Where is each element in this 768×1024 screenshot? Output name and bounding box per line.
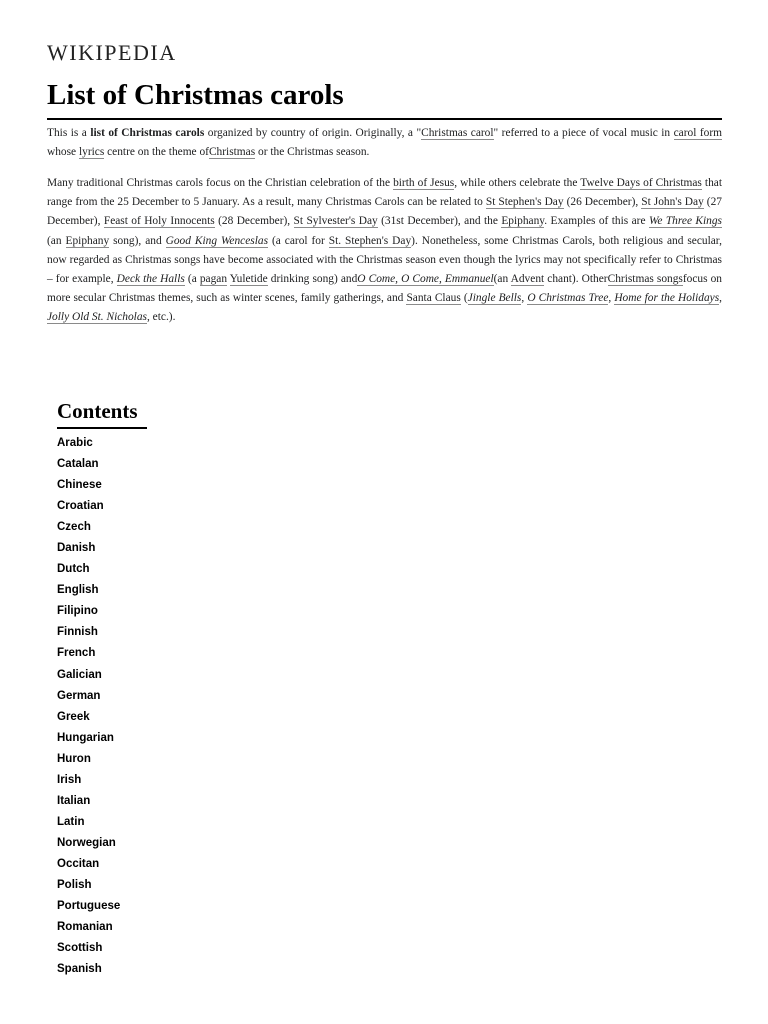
- text: (26 December),: [563, 196, 642, 209]
- link-st-johns-day[interactable]: St John's Day: [641, 196, 704, 209]
- link-epiphany[interactable]: Epiphany: [501, 215, 545, 228]
- text: centre on the theme of: [104, 146, 209, 159]
- link-christmas-carol[interactable]: Christmas carol: [421, 127, 494, 139]
- text: ). Nonetheless, some Christmas Carols, both religious and secular, now regarded as Christmas songs have become associated with the Christmas season even though the lyrics may not specifically refer to Christmas – for example,: [47, 234, 722, 286]
- text: (31st December), and the: [377, 215, 502, 228]
- toc-item[interactable]: Dutch: [57, 563, 90, 576]
- toc-item[interactable]: Hungarian: [57, 731, 114, 744]
- toc-item[interactable]: Galician: [57, 668, 102, 681]
- link-pagan[interactable]: pagan: [199, 273, 228, 286]
- text: chant). Other: [544, 273, 608, 286]
- text: song), and: [109, 234, 166, 247]
- text: (a: [184, 273, 200, 286]
- link-christmas[interactable]: Christmas: [208, 146, 256, 159]
- toc-item[interactable]: Irish: [57, 773, 82, 786]
- toc-item[interactable]: Czech: [57, 521, 91, 534]
- toc-item[interactable]: Romanian: [57, 921, 113, 934]
- toc-item[interactable]: Norwegian: [57, 836, 116, 849]
- toc-item[interactable]: Chinese: [57, 479, 102, 492]
- toc-item[interactable]: Latin: [57, 815, 85, 828]
- text: drinking song) and: [267, 273, 358, 286]
- link-home-for-holidays[interactable]: Home for the Holidays: [614, 292, 720, 305]
- link-st-stephens-day-2[interactable]: St. Stephen's Day: [328, 234, 412, 247]
- text: whose: [47, 146, 79, 159]
- text: (: [460, 292, 468, 305]
- text: This is a: [47, 127, 91, 139]
- text: that range from the 25 December to 5 January. As a result, many Christmas Carols can be related to: [47, 177, 723, 209]
- text: ,: [719, 292, 722, 305]
- toc-item[interactable]: Polish: [57, 878, 92, 891]
- page-title: List of Christmas carols: [47, 76, 722, 120]
- link-twelve-days[interactable]: Twelve Days of Christmas: [580, 177, 702, 189]
- text: " referred to a piece of vocal music in: [493, 127, 674, 139]
- link-deck-the-halls[interactable]: Deck the Halls: [116, 273, 185, 286]
- text: Many traditional Christmas carols focus on the Christian celebration of the: [47, 177, 394, 189]
- text: (an: [47, 234, 66, 247]
- toc-item[interactable]: Catalan: [57, 458, 99, 471]
- link-o-come-emmanuel[interactable]: O Come, O Come, Emmanuel: [357, 273, 494, 286]
- toc-item[interactable]: Italian: [57, 794, 91, 807]
- link-christmas-songs[interactable]: Christmas songs: [607, 273, 683, 286]
- toc-item[interactable]: Finnish: [57, 626, 98, 639]
- link-lyrics[interactable]: lyrics: [78, 146, 105, 159]
- toc-item[interactable]: Scottish: [57, 942, 103, 955]
- link-advent[interactable]: Advent: [510, 273, 545, 286]
- link-carol-form[interactable]: carol form: [673, 127, 722, 139]
- link-o-christmas-tree[interactable]: O Christmas Tree: [527, 292, 609, 305]
- toc-item[interactable]: French: [57, 647, 96, 660]
- bold-term: list of Christmas carols: [90, 127, 205, 139]
- link-jolly-old-st-nicholas[interactable]: Jolly Old St. Nicholas: [47, 311, 147, 324]
- link-yuletide[interactable]: Yuletide: [229, 273, 268, 286]
- toc-item[interactable]: Danish: [57, 542, 96, 555]
- link-st-stephens-day[interactable]: St Stephen's Day: [485, 196, 564, 209]
- text: , while others celebrate the: [454, 177, 581, 189]
- toc-item[interactable]: Spanish: [57, 963, 102, 976]
- table-of-contents: [57, 433, 120, 980]
- link-st-sylvesters-day[interactable]: St Sylvester's Day: [293, 215, 378, 228]
- text: (a carol for: [268, 234, 329, 247]
- text: . Examples of this are: [544, 215, 649, 228]
- toc-item[interactable]: German: [57, 689, 101, 702]
- link-good-king-wenceslas[interactable]: Good King Wenceslas: [165, 234, 269, 247]
- toc-item[interactable]: Occitan: [57, 857, 100, 870]
- link-holy-innocents[interactable]: Feast of Holy Innocents: [103, 215, 215, 228]
- wikipedia-logo[interactable]: WIKIPEDIA: [47, 40, 177, 65]
- text: , etc.).: [146, 311, 176, 324]
- text: (28 December),: [214, 215, 294, 228]
- link-we-three-kings[interactable]: We Three Kings: [648, 215, 722, 228]
- link-jingle-bells[interactable]: Jingle Bells: [467, 292, 522, 305]
- intro-paragraph: [47, 124, 722, 162]
- text: or the Christmas season.: [255, 146, 370, 159]
- toc-item[interactable]: Croatian: [57, 500, 104, 513]
- toc-item[interactable]: Portuguese: [57, 900, 121, 913]
- link-santa-claus[interactable]: Santa Claus: [406, 292, 461, 305]
- text: (an: [493, 273, 511, 286]
- body-paragraph: [47, 174, 722, 328]
- toc-item[interactable]: Arabic: [57, 437, 93, 449]
- toc-item[interactable]: English: [57, 584, 99, 597]
- text: focus on more secular Christmas themes, such as winter scenes, family gatherings, and: [47, 273, 722, 305]
- contents-heading: Contents: [57, 398, 147, 429]
- link-epiphany-2[interactable]: Epiphany: [65, 234, 110, 247]
- text: ,: [521, 292, 528, 305]
- text: organized by country of origin. Originally, a ": [204, 127, 422, 139]
- text: ,: [608, 292, 615, 305]
- link-birth-of-jesus[interactable]: birth of Jesus: [393, 177, 455, 189]
- text: (27 December),: [47, 196, 722, 228]
- toc-item[interactable]: Huron: [57, 752, 91, 765]
- toc-item[interactable]: Greek: [57, 710, 90, 723]
- toc-item[interactable]: Filipino: [57, 605, 98, 618]
